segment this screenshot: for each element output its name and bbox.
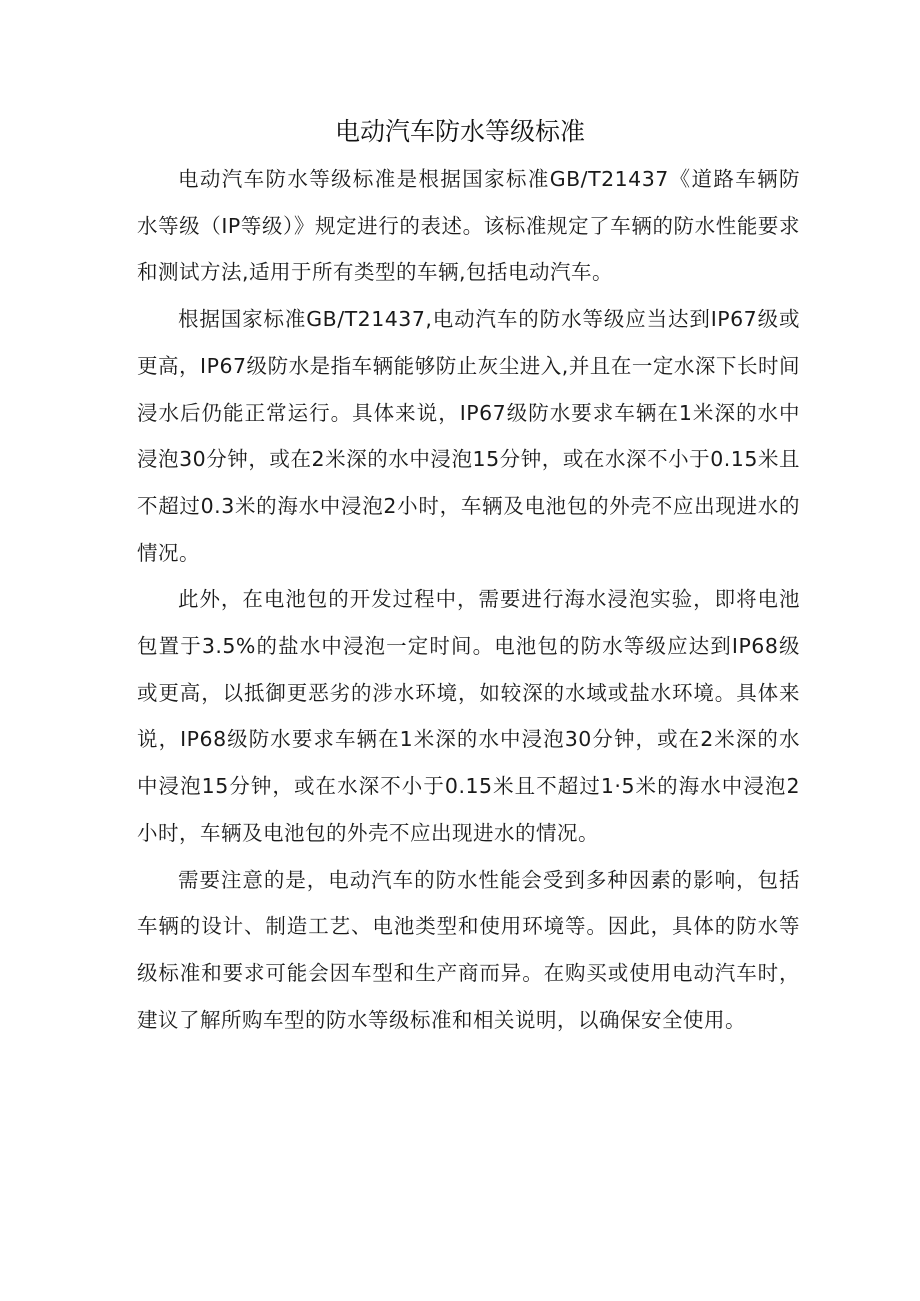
document-title: 电动汽车防水等级标准 (334, 117, 585, 146)
paragraph-battery-pack-ip68: 此外，在电池包的开发过程中，需要进行海水浸泡实验，即将电池包置于3.5%的盐水中浸泡一定时间。电池包的防水等级应达到IP68级或更高，以抵御更恶劣的涉水环境，如较深的水域或盐水环境。具体来说，IP68级防水要求车辆在1米深的水中浸泡30分钟，或在2米深的水中浸泡15分钟，或在水深不小于0.15米且不超过1·5米的海水中浸泡2小时，车辆及电池包的外壳不应出现进水的情况。 (137, 587, 800, 845)
document-body (137, 156, 800, 1043)
paragraph-ip67-requirement: 根据国家标准GB/T21437,电动汽车的防水等级应当达到IP67级或更高，IP67级防水是指车辆能够防止灰尘进入,并且在一定水深下长时间浸水后仍能正常运行。具体来说，IP67级防水要求车辆在1米深的水中浸泡30分钟，或在2米深的水中浸泡15分钟，或在水深不小于0.15米且不超过0.3米的海水中浸泡2小时，车辆及电池包的外壳不应出现进水的情况。 (137, 307, 800, 565)
paragraph-notes: 需要注意的是，电动汽车的防水性能会受到多种因素的影响，包括车辆的设计、制造工艺、电池类型和使用环境等。因此，具体的防水等级标准和要求可能会因车型和生产商而异。在购买或使用电动汽车时，建议了解所购车型的防水等级标准和相关说明，以确保安全使用。 (137, 867, 800, 1032)
paragraph-standard-overview: 电动汽车防水等级标准是根据国家标准GB/T21437《道路车辆防水等级（IP等级）》规定进行的表述。该标准规定了车辆的防水性能要求和测试方法,适用于所有类型的车辆,包括电动汽车。 (137, 167, 800, 285)
